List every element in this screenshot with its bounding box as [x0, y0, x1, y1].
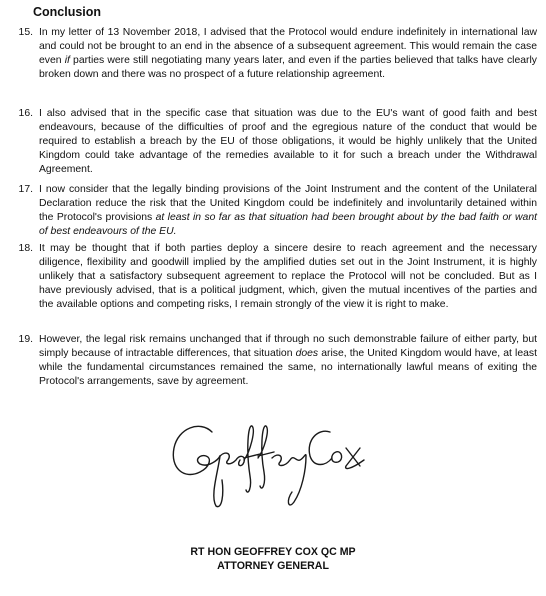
- paragraph-18: [13, 242, 537, 312]
- paragraph-number: 17.: [18, 184, 33, 195]
- signatory-title: ATTORNEY GENERAL: [217, 560, 329, 572]
- italic-run: at least in so far as that situation had been brought about by the bad faith or want of best endeavours of the EU.: [39, 211, 537, 237]
- paragraph-17: [13, 183, 537, 239]
- paragraph-19: [13, 333, 537, 389]
- paragraph-text: [39, 107, 537, 177]
- paragraph-text: [39, 26, 537, 82]
- text-run: I also advised that in the specific case that situation was due to the EU's want of good faith and best endeavours, because of the difficulties of proof and the egregious nature of the conduct that would be required to establish a breach by the EU of those obligations, it would be highly unlikely that the United Kingdom could take advantage of the remedies available to it for such a breach under the Withdrawal Agreement.: [39, 108, 537, 175]
- paragraph-number: 18.: [18, 243, 33, 254]
- section-heading: Conclusion: [33, 5, 102, 19]
- paragraph-text: [39, 333, 537, 389]
- text-run: arise, the United Kingdom would have, at least while the fundamental circumstances remained the same, no internationally lawful means of exiting the Protocol's arrangements, save by agreement.: [39, 347, 537, 387]
- text-run: It may be thought that if both parties deploy a sincere desire to reach agreement and the necessary diligence, flexibility and goodwill implied by the amplified duties set out in the Joint Instrument, it is highly unlikely that a satisfactory subsequent agreement to replace the Protocol will not be concluded. But as I have previously advised, that is a political judgment, which, given the mutual incentives of the parties and the available options and competing risks, I remain strongly of the view it is right to make.: [39, 243, 537, 310]
- text-run: I now consider that the legally binding provisions of the Joint Instrument and the content of the Unilateral Declaration reduce the risk that the United Kingdom could be indefinitely and involuntarily detained within the Protocol's provisions: [39, 184, 537, 223]
- italic-run: does: [295, 347, 319, 359]
- paragraph-text: [39, 183, 537, 239]
- paragraph-number: 15.: [18, 27, 33, 38]
- paragraph-number: 16.: [18, 108, 33, 119]
- text-run: parties were still negotiating many years later, and even if the parties believed that talks have clearly broken down and there was no prospect of a future relationship agreement.: [39, 54, 537, 80]
- handwritten-signature: [160, 410, 390, 520]
- text-run: In my letter of 13 November 2018, I advised that the Protocol would endure indefinitely in international law and could not be brought to an end in the absence of a subsequent agreement. This would remain the case even: [39, 27, 537, 66]
- text-run: However, the legal risk remains unchanged that if through no such demonstrable failure of either party, but simply because of intractable differences, that situation: [39, 334, 537, 359]
- paragraph-16: [13, 107, 537, 177]
- signatory-name: RT HON GEOFFREY COX QC MP: [190, 546, 356, 558]
- paragraph-number: 19.: [18, 334, 33, 345]
- italic-run: if: [64, 54, 70, 66]
- paragraph-15: [13, 26, 537, 82]
- paragraph-text: [39, 242, 537, 312]
